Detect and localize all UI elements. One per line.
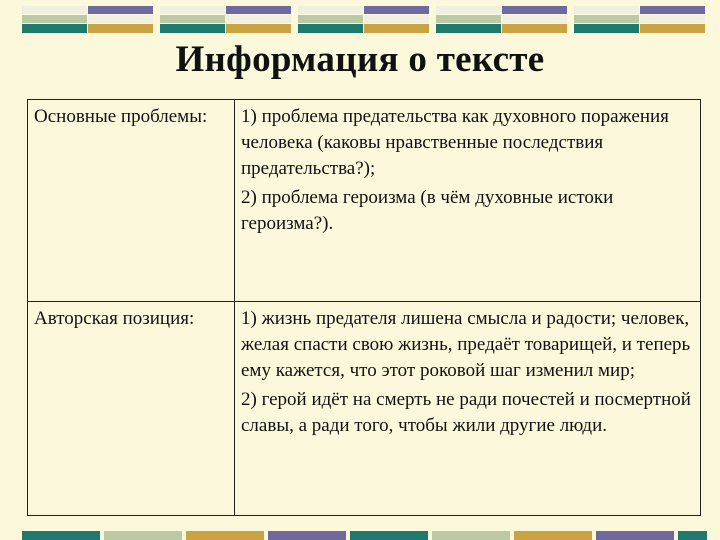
banner-tile-sage [574,15,639,23]
banner-tile-sage [22,15,87,23]
banner-tile-light [160,6,225,14]
top-decorative-banner [17,6,710,34]
banner-tile-light [436,6,501,14]
banner-tile-bottom [104,531,182,540]
banner-tile-bottom [432,531,510,540]
problem-paragraph-2: 2) проблема героизма (в чём духовные истоки героизма?). [241,187,614,234]
banner-tile-bottom [22,531,100,540]
banner-tile-teal [298,24,363,33]
row-label-author-position: Авторская позиция: [28,302,235,516]
banner-tile-bottom [596,531,674,540]
banner-tile-light [88,15,153,23]
banner-tile-gold [364,24,429,33]
table-row-author-position [28,302,701,516]
banner-tile-sage [160,15,225,23]
row-content-author-position [235,302,701,516]
banner-tile-gold [502,24,567,33]
banner-tile-light [574,6,639,14]
banner-tile-purple [502,6,567,14]
banner-tile-purple [226,6,291,14]
banner-tile-teal [160,24,225,33]
problem-paragraph-1: 1) проблема предательства как духовного поражения человека (каковы нравственные последствия предательства?); [241,106,669,179]
banner-tile-purple [364,6,429,14]
banner-tile-bottom [514,531,592,540]
banner-tile-gold [88,24,153,33]
banner-tile-light [22,6,87,14]
position-paragraph-1: 1) жизнь предателя лишена смысла и радости; человек, желая спасти свою жизнь, предаёт товарищей, и теперь ему кажется, что этот роковой шаг изменил мир; [241,308,691,381]
banner-tile-bottom [350,531,428,540]
slide-title: Информация о тексте [175,39,545,80]
banner-tile-light [640,15,705,23]
banner-tile-sage [298,15,363,23]
banner-tile-gold [640,24,705,33]
banner-tile-bottom [678,531,707,540]
row-label-problems: Основные проблемы: [28,100,235,302]
banner-tile-sage [436,15,501,23]
banner-tile-light [364,15,429,23]
table-row-problems [28,100,701,302]
banner-tile-bottom [186,531,264,540]
position-paragraph-2: 2) герой идёт на смерть не ради почестей и посмертной славы, а ради того, чтобы жили другие люди. [241,389,691,436]
banner-tile-teal [574,24,639,33]
banner-tile-light [226,15,291,23]
banner-tile-purple [640,6,705,14]
bottom-decorative-banner [17,531,710,540]
banner-tile-teal [436,24,501,33]
banner-tile-light [298,6,363,14]
info-table [27,99,701,516]
banner-tile-light [502,15,567,23]
banner-tile-bottom [268,531,346,540]
banner-tile-gold [226,24,291,33]
banner-tile-purple [88,6,153,14]
row-content-problems [235,100,701,302]
banner-tile-teal [22,24,87,33]
